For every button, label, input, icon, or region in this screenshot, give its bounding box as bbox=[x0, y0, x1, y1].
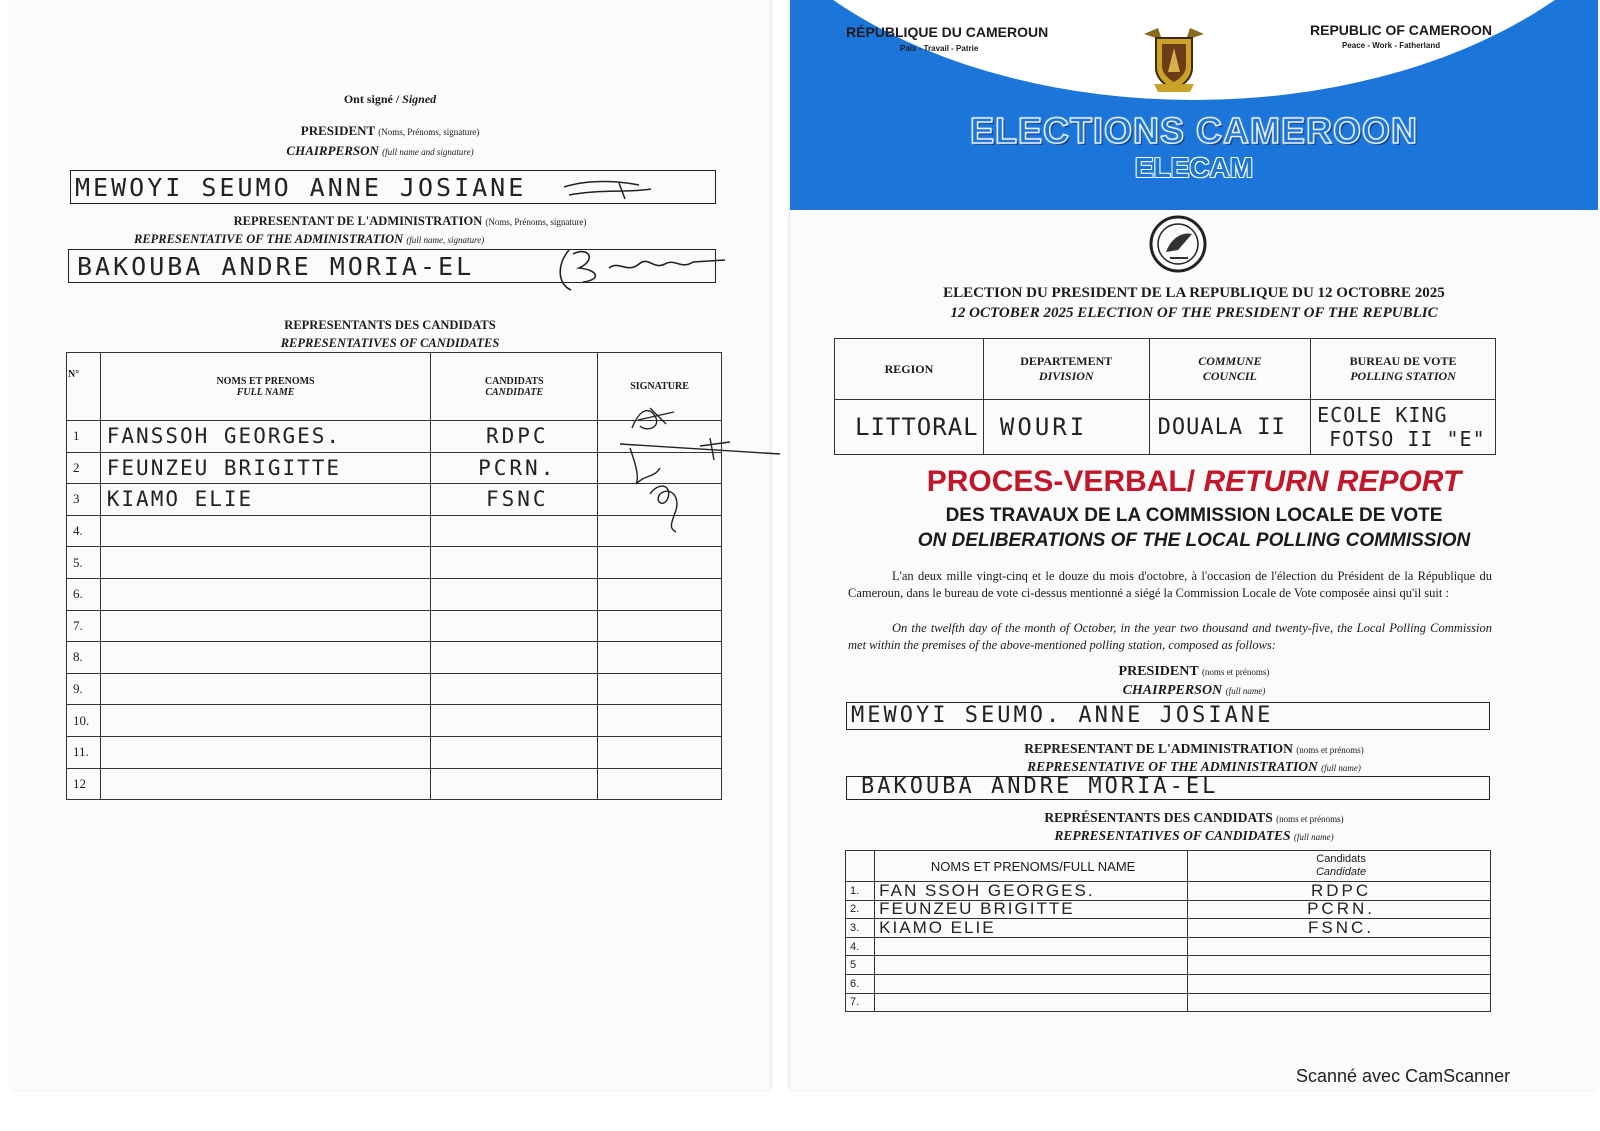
row-number: 8. bbox=[67, 642, 101, 674]
row-number: 12 bbox=[67, 768, 101, 800]
representative-signatures bbox=[610, 398, 790, 538]
right-candidates-table bbox=[845, 850, 1491, 1012]
right-candidates-label: REPRÉSENTANTS DES CANDIDATS (noms et prénoms) bbox=[1044, 810, 1344, 825]
crow-name bbox=[875, 993, 1188, 1012]
col-candidate: CANDIDATS CANDIDATE bbox=[431, 353, 598, 421]
crow-candidate: FSNC. bbox=[1188, 919, 1491, 938]
location-values-row bbox=[835, 400, 1496, 455]
table-row bbox=[846, 882, 1491, 901]
row-number: 4. bbox=[67, 515, 101, 547]
crow-candidate bbox=[1188, 937, 1491, 956]
right-candidates-label-en: REPRESENTATIVES OF CANDIDATES (full name) bbox=[1054, 828, 1334, 843]
row-signature bbox=[598, 610, 722, 642]
table-row bbox=[846, 937, 1491, 956]
row-number: 6. bbox=[67, 578, 101, 610]
row-signature bbox=[598, 642, 722, 674]
row-name bbox=[100, 547, 431, 579]
col-region: REGION bbox=[835, 339, 984, 400]
col-polling-station: BUREAU DE VOTE POLLING STATION bbox=[1311, 339, 1496, 400]
col-no: N° bbox=[67, 353, 101, 421]
region-value: LITTORAL bbox=[835, 400, 984, 455]
table-row bbox=[67, 578, 722, 610]
row-name bbox=[100, 578, 431, 610]
header-fr: RÉPUBLIQUE DU CAMEROUN bbox=[846, 24, 1049, 40]
col-council: COMMUNE COUNCIL bbox=[1149, 339, 1311, 400]
motto-en: Peace - Work - Fatherland bbox=[1342, 41, 1441, 50]
ctable-no-header bbox=[846, 851, 875, 882]
admin-name: BAKOUBA ANDRE MORIA-EL bbox=[77, 252, 475, 281]
row-name bbox=[100, 736, 431, 768]
president-name-box bbox=[70, 170, 716, 204]
election-title-fr: ELECTION DU PRESIDENT DE LA REPUBLIQUE DU 12 OCTOBRE 2025 bbox=[943, 285, 1445, 301]
row-candidate bbox=[431, 736, 598, 768]
row-name bbox=[100, 610, 431, 642]
row-candidate bbox=[431, 515, 598, 547]
president-name: MEWOYI SEUMO ANNE JOSIANE bbox=[75, 173, 527, 202]
council-value: DOUALA II bbox=[1149, 400, 1311, 455]
row-name: FEUNZEU BRIGITTE bbox=[100, 452, 431, 484]
right-admin-label-en: REPRESENTATIVE OF THE ADMINISTRATION (full name) bbox=[1027, 759, 1361, 774]
chairperson-label: CHAIRPERSON (full name and signature) bbox=[286, 143, 474, 158]
elections-cameroon-title: ELECTIONS CAMEROON bbox=[969, 110, 1418, 151]
location-table bbox=[834, 338, 1496, 455]
table-row bbox=[67, 673, 722, 705]
row-candidate bbox=[431, 578, 598, 610]
row-signature bbox=[598, 705, 722, 737]
row-number: 7. bbox=[67, 610, 101, 642]
col-name: NOMS ET PRENOMS FULL NAME bbox=[100, 353, 431, 421]
crow-number: 6. bbox=[846, 974, 875, 993]
row-signature bbox=[598, 768, 722, 800]
crow-number: 5 bbox=[846, 956, 875, 975]
report-subtitle-en: ON DELIBERATIONS OF THE LOCAL POLLING COMMISSION bbox=[917, 530, 1471, 551]
report-subtitle-fr: DES TRAVAUX DE LA COMMISSION LOCALE DE VOTE bbox=[945, 505, 1443, 526]
admin-label-en: REPRESENTATIVE OF THE ADMINISTRATION (full name, signature) bbox=[134, 232, 485, 246]
crow-number: 2. bbox=[846, 900, 875, 919]
row-name bbox=[100, 705, 431, 737]
row-name bbox=[100, 515, 431, 547]
row-candidate bbox=[431, 642, 598, 674]
table-row bbox=[67, 768, 722, 800]
crow-number: 1. bbox=[846, 882, 875, 901]
right-page bbox=[790, 0, 1598, 1090]
elecam-seal-icon bbox=[1148, 214, 1208, 274]
left-page bbox=[10, 0, 770, 1090]
crow-number: 4. bbox=[846, 937, 875, 956]
crow-candidate: PCRN. bbox=[1188, 900, 1491, 919]
crow-name bbox=[875, 974, 1188, 993]
row-signature bbox=[598, 736, 722, 768]
intro-paragraph-fr: L'an deux mille vingt-cinq et le douze du mois d'octobre, à l'occasion de l'élection du Président de la République du Cameroun, dans le bureau de vote ci-dessus mentionné a siégé la Commission Locale de Vote composée ainsi qu'il suit : bbox=[848, 569, 1492, 600]
row-number: 10. bbox=[67, 705, 101, 737]
col-signature: SIGNATURE bbox=[598, 353, 722, 421]
crow-candidate: RDPC bbox=[1188, 882, 1491, 901]
crow-name: FEUNZEU BRIGITTE bbox=[875, 900, 1188, 919]
president-signature bbox=[559, 175, 659, 201]
ctable-header-row bbox=[846, 851, 1491, 882]
row-signature bbox=[598, 673, 722, 705]
right-admin-name: BAKOUBA ANDRE MORIA-EL bbox=[861, 774, 1219, 799]
row-name bbox=[100, 673, 431, 705]
station-value: ECOLE KING FOTSO II "E" bbox=[1311, 400, 1496, 455]
row-name bbox=[100, 768, 431, 800]
crow-candidate bbox=[1188, 956, 1491, 975]
crow-candidate bbox=[1188, 993, 1491, 1012]
table-row bbox=[67, 610, 722, 642]
right-president-box bbox=[846, 702, 1490, 730]
elecam-title: ELECAM bbox=[1134, 152, 1254, 183]
table-row bbox=[846, 900, 1491, 919]
crow-candidate bbox=[1188, 974, 1491, 993]
right-chairperson-label: CHAIRPERSON (full name) bbox=[1122, 683, 1266, 698]
right-president-label: PRESIDENT (noms et prénoms) bbox=[1118, 664, 1270, 679]
row-signature bbox=[598, 547, 722, 579]
row-candidate bbox=[431, 705, 598, 737]
admin-name-box bbox=[68, 249, 716, 283]
right-admin-box bbox=[846, 776, 1490, 800]
row-name bbox=[100, 642, 431, 674]
row-number: 9. bbox=[67, 673, 101, 705]
row-name: FANSSOH GEORGES. bbox=[100, 421, 431, 453]
row-candidate bbox=[431, 547, 598, 579]
admin-signature bbox=[549, 240, 729, 296]
row-candidate bbox=[431, 610, 598, 642]
ctable-name-header: NOMS ET PRENOMS/FULL NAME bbox=[875, 851, 1188, 882]
row-number: 2 bbox=[67, 452, 101, 484]
admin-label: REPRESENTANT DE L'ADMINISTRATION (Noms, Prénoms, signature) bbox=[233, 214, 587, 228]
signed-heading: Ont signé / Signed bbox=[343, 92, 437, 106]
crow-name bbox=[875, 937, 1188, 956]
row-candidate: PCRN. bbox=[431, 452, 598, 484]
crow-name bbox=[875, 956, 1188, 975]
row-candidate: FSNC bbox=[431, 484, 598, 516]
right-admin-label: REPRESENTANT DE L'ADMINISTRATION (noms et prénoms) bbox=[1024, 741, 1364, 756]
header-en: REPUBLIC OF CAMEROON bbox=[1310, 22, 1492, 38]
coat-of-arms-icon bbox=[1136, 24, 1212, 96]
row-candidate bbox=[431, 768, 598, 800]
table-row bbox=[846, 919, 1491, 938]
crow-name: FAN SSOH GEORGES. bbox=[875, 882, 1188, 901]
crow-number: 7. bbox=[846, 993, 875, 1012]
crow-number: 3. bbox=[846, 919, 875, 938]
location-header-row bbox=[835, 339, 1496, 400]
row-signature bbox=[598, 578, 722, 610]
candidates-label: REPRESENTANTS DES CANDIDATS bbox=[284, 318, 496, 332]
election-title-en: 12 OCTOBER 2025 ELECTION OF THE PRESIDENT OF THE REPUBLIC bbox=[950, 305, 1438, 321]
report-title: PROCES-VERBAL/ RETURN REPORT bbox=[926, 465, 1462, 498]
table-row bbox=[846, 956, 1491, 975]
crow-name: KIAMO ELIE bbox=[875, 919, 1188, 938]
table-row bbox=[846, 974, 1491, 993]
row-number: 1 bbox=[67, 421, 101, 453]
division-value: WOURI bbox=[983, 400, 1149, 455]
row-number: 5. bbox=[67, 547, 101, 579]
scanner-watermark: Scanné avec CamScanner bbox=[1296, 1066, 1511, 1086]
row-number: 11. bbox=[67, 736, 101, 768]
table-row bbox=[846, 993, 1491, 1012]
table-row bbox=[67, 736, 722, 768]
motto-fr: Paix - Travail - Patrie bbox=[900, 44, 979, 53]
president-label: PRESIDENT (Noms, Prénoms, signature) bbox=[300, 123, 480, 138]
table-row bbox=[67, 705, 722, 737]
ctable-candidate-header: Candidats Candidate bbox=[1188, 851, 1491, 882]
col-division: DEPARTEMENT DIVISION bbox=[983, 339, 1149, 400]
row-number: 3 bbox=[67, 484, 101, 516]
row-name: KIAMO ELIE bbox=[100, 484, 431, 516]
row-candidate bbox=[431, 673, 598, 705]
right-president-name: MEWOYI SEUMO. ANNE JOSIANE bbox=[851, 703, 1274, 728]
row-candidate: RDPC bbox=[431, 421, 598, 453]
table-row bbox=[67, 547, 722, 579]
table-row bbox=[67, 642, 722, 674]
intro-paragraph-en: On the twelfth day of the month of October, in the year two thousand and twenty-five, the Local Polling Commission met within the premises of the above-mentioned polling station, composed as follows: bbox=[848, 621, 1492, 652]
candidates-label-en: REPRESENTATIVES OF CANDIDATES bbox=[280, 336, 500, 350]
